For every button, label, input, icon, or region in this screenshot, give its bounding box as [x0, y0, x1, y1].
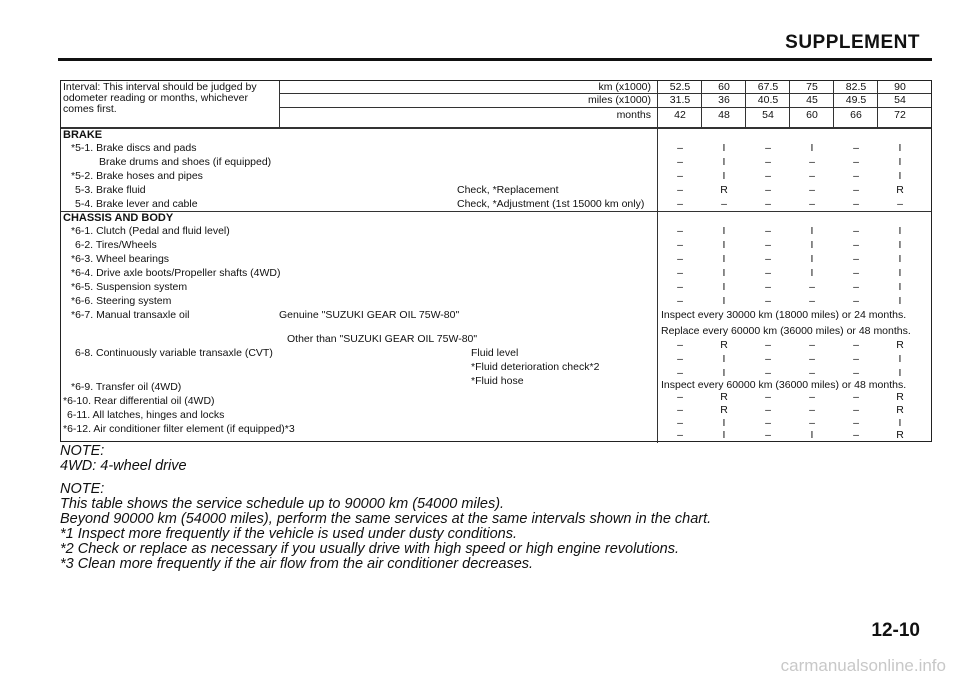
note-1 [60, 444, 187, 474]
mark: R [896, 391, 904, 403]
divider [61, 211, 931, 212]
mark: – [765, 353, 771, 365]
mark: – [809, 184, 815, 196]
mark: – [809, 170, 815, 182]
mark: – [853, 295, 859, 307]
mark: – [677, 295, 683, 307]
mark: – [677, 225, 683, 237]
mark: – [765, 170, 771, 182]
mark: – [809, 367, 815, 379]
mark: I [722, 142, 726, 154]
col-months: 48 [718, 109, 730, 121]
mark: I [810, 267, 814, 279]
mark: – [765, 281, 771, 293]
mark: – [677, 429, 683, 441]
chassis-row: *6-7. Manual transaxle oil [71, 309, 190, 321]
brake-row: *5-2. Brake hoses and pipes [71, 170, 203, 182]
mark: I [810, 239, 814, 251]
mark: – [765, 339, 771, 351]
chassis-row: *6-4. Drive axle boots/Propeller shafts (4WD) [71, 267, 281, 279]
mark: – [677, 142, 683, 154]
mark: – [853, 225, 859, 237]
chassis-row: *6-3. Wheel bearings [71, 253, 170, 265]
mark: R [720, 339, 728, 351]
mark: – [765, 295, 771, 307]
header-rule [58, 58, 932, 61]
mark: – [809, 339, 815, 351]
mark: I [722, 295, 726, 307]
chassis-row: 6-2. Tires/Wheels [75, 239, 157, 251]
mark: – [765, 225, 771, 237]
mark: – [809, 295, 815, 307]
mark: – [677, 353, 683, 365]
mark: – [853, 253, 859, 265]
col-km: 60 [718, 81, 730, 93]
mark: – [765, 391, 771, 403]
mark: – [677, 239, 683, 251]
col-miles: 54 [894, 94, 906, 106]
mark: – [809, 353, 815, 365]
brake-row: *5-1. Brake discs and pads [71, 142, 197, 154]
mark: – [765, 267, 771, 279]
col-months: 42 [674, 109, 686, 121]
page-header [0, 30, 960, 64]
mark: – [677, 367, 683, 379]
mark: – [677, 170, 683, 182]
mark: I [898, 156, 902, 168]
mark: R [720, 184, 728, 196]
page-title: SUPPLEMENT [785, 32, 920, 53]
mark: I [722, 156, 726, 168]
chassis-row: *6-9. Transfer oil (4WD) [71, 381, 182, 393]
mark: I [722, 417, 726, 429]
mark: I [810, 253, 814, 265]
mark: I [722, 253, 726, 265]
col-km: 75 [806, 81, 818, 93]
manual-genuine: Genuine "SUZUKI GEAR OIL 75W-80" [279, 309, 460, 321]
mark: – [853, 367, 859, 379]
brake-row-note: Check, *Adjustment (1st 15000 km only) [457, 198, 645, 210]
divider [279, 81, 280, 127]
chassis-row: *6-10. Rear differential oil (4WD) [63, 395, 215, 407]
cvt-note: *Fluid deterioration check*2 [471, 361, 600, 373]
mark: I [722, 239, 726, 251]
mark: – [853, 142, 859, 154]
mark: – [765, 239, 771, 251]
mark: – [765, 198, 771, 210]
chassis-row: *6-5. Suspension system [71, 281, 188, 293]
mark: – [765, 184, 771, 196]
col-miles: 36 [718, 94, 730, 106]
mark: I [898, 253, 902, 265]
chassis-row: *6-1. Clutch (Pedal and fluid level) [71, 225, 230, 237]
chassis-row: *6-6. Steering system [71, 295, 172, 307]
mark: I [810, 225, 814, 237]
unit-km: km (x1000) [598, 81, 651, 93]
mark: – [765, 253, 771, 265]
mark: I [898, 225, 902, 237]
mark: – [853, 429, 859, 441]
mark: – [677, 417, 683, 429]
cvt-note: Fluid level [471, 347, 519, 359]
mark: – [809, 417, 815, 429]
mark: – [809, 404, 815, 416]
cvt-note: *Fluid hose [471, 375, 524, 387]
mark: – [853, 391, 859, 403]
mark: – [677, 339, 683, 351]
chassis-row: *6-12. Air conditioner filter element (if equipped)*3 [63, 423, 295, 435]
mark: – [677, 198, 683, 210]
watermark: carmanualsonline.info [780, 656, 946, 675]
mark: – [853, 267, 859, 279]
col-km: 90 [894, 81, 906, 93]
mark: – [677, 156, 683, 168]
brake-row-note: Check, *Replacement [457, 184, 559, 196]
mark: – [853, 170, 859, 182]
mark: – [765, 417, 771, 429]
note-2-line: *2 Check or replace as necessary if you usually drive with high speed or high engine revolutions. [60, 541, 680, 557]
mark: – [809, 391, 815, 403]
mark: – [765, 367, 771, 379]
mark: – [853, 339, 859, 351]
page-number: 12-10 [871, 620, 920, 641]
mark: I [722, 267, 726, 279]
col-km: 82.5 [845, 81, 867, 93]
transfer-span: Inspect every 60000 km (36000 miles) or 48 months. [661, 379, 907, 391]
divider [61, 127, 931, 129]
mark: – [677, 184, 683, 196]
section-brake: BRAKE [63, 129, 103, 141]
mark: – [677, 281, 683, 293]
mark: I [722, 429, 726, 441]
mark: I [898, 295, 902, 307]
note-1-text: 4WD: 4-wheel drive [60, 458, 187, 474]
col-km: 67.5 [757, 81, 779, 93]
mark: I [722, 353, 726, 365]
mark: I [810, 142, 814, 154]
mark: – [809, 281, 815, 293]
note-2-line: *1 Inspect more frequently if the vehicle is used under dusty conditions. [60, 526, 518, 542]
mark: – [853, 417, 859, 429]
mark: I [810, 429, 814, 441]
mark: – [853, 239, 859, 251]
mark: – [765, 156, 771, 168]
mark: I [898, 417, 902, 429]
brake-row: 5-4. Brake lever and cable [75, 198, 198, 210]
unit-months: months [616, 109, 651, 121]
section-chassis: CHASSIS AND BODY [63, 212, 174, 224]
col-miles: 45 [806, 94, 818, 106]
brake-row: 5-3. Brake fluid [75, 184, 146, 196]
mark: – [809, 156, 815, 168]
col-miles: 49.5 [845, 94, 867, 106]
note-2 [60, 482, 711, 572]
interval-note: Interval: This interval should be judged by odometer reading or months, whichever comes first. [63, 81, 257, 115]
mark: I [898, 239, 902, 251]
mark: R [720, 391, 728, 403]
mark: – [721, 198, 727, 210]
mark: – [765, 404, 771, 416]
mark: I [898, 281, 902, 293]
mark: I [898, 142, 902, 154]
note-2-title: NOTE: [60, 481, 105, 497]
manual-other-span: Replace every 60000 km (36000 miles) or 48 months. [661, 325, 911, 337]
col-months: 66 [850, 109, 862, 121]
mark: – [853, 281, 859, 293]
mark: R [896, 339, 904, 351]
mark: I [898, 353, 902, 365]
mark: – [677, 391, 683, 403]
mark: – [677, 267, 683, 279]
mark: I [722, 170, 726, 182]
mark: – [853, 353, 859, 365]
mark: R [720, 404, 728, 416]
maintenance-table [60, 80, 932, 442]
mark: – [765, 142, 771, 154]
chassis-row: 6-8. Continuously variable transaxle (CVT) [75, 347, 273, 359]
note-2-line: *3 Clean more frequently if the air flow from the air conditioner decreases. [60, 556, 534, 572]
mark: – [853, 198, 859, 210]
note-1-title: NOTE: [60, 443, 105, 459]
mark: I [898, 170, 902, 182]
mark: R [896, 404, 904, 416]
col-km: 52.5 [669, 81, 691, 93]
mark: – [897, 198, 903, 210]
mark: – [677, 404, 683, 416]
mark: – [853, 156, 859, 168]
mark: I [722, 225, 726, 237]
mark: – [853, 184, 859, 196]
mark: R [896, 429, 904, 441]
brake-row: Brake drums and shoes (if equipped) [99, 156, 272, 168]
col-miles: 31.5 [669, 94, 691, 106]
col-months: 72 [894, 109, 906, 121]
mark: I [722, 367, 726, 379]
col-months: 54 [762, 109, 774, 121]
note-2-line: Beyond 90000 km (54000 miles), perform the same services at the same intervals shown in the chart. [60, 511, 712, 527]
chassis-row: 6-11. All latches, hinges and locks [67, 409, 225, 421]
note-2-line: This table shows the service schedule up to 90000 km (54000 miles). [60, 496, 505, 512]
mark: – [853, 404, 859, 416]
mark: – [765, 429, 771, 441]
mark: I [898, 267, 902, 279]
mark: – [677, 253, 683, 265]
col-miles: 40.5 [757, 94, 779, 106]
manual-genuine-span: Inspect every 30000 km (18000 miles) or 24 months. [661, 309, 907, 321]
col-months: 60 [806, 109, 818, 121]
mark: I [898, 367, 902, 379]
mark: I [722, 281, 726, 293]
mark: – [809, 198, 815, 210]
mark: R [896, 184, 904, 196]
unit-miles: miles (x1000) [587, 94, 651, 106]
manual-other: Other than "SUZUKI GEAR OIL 75W-80" [287, 333, 478, 345]
